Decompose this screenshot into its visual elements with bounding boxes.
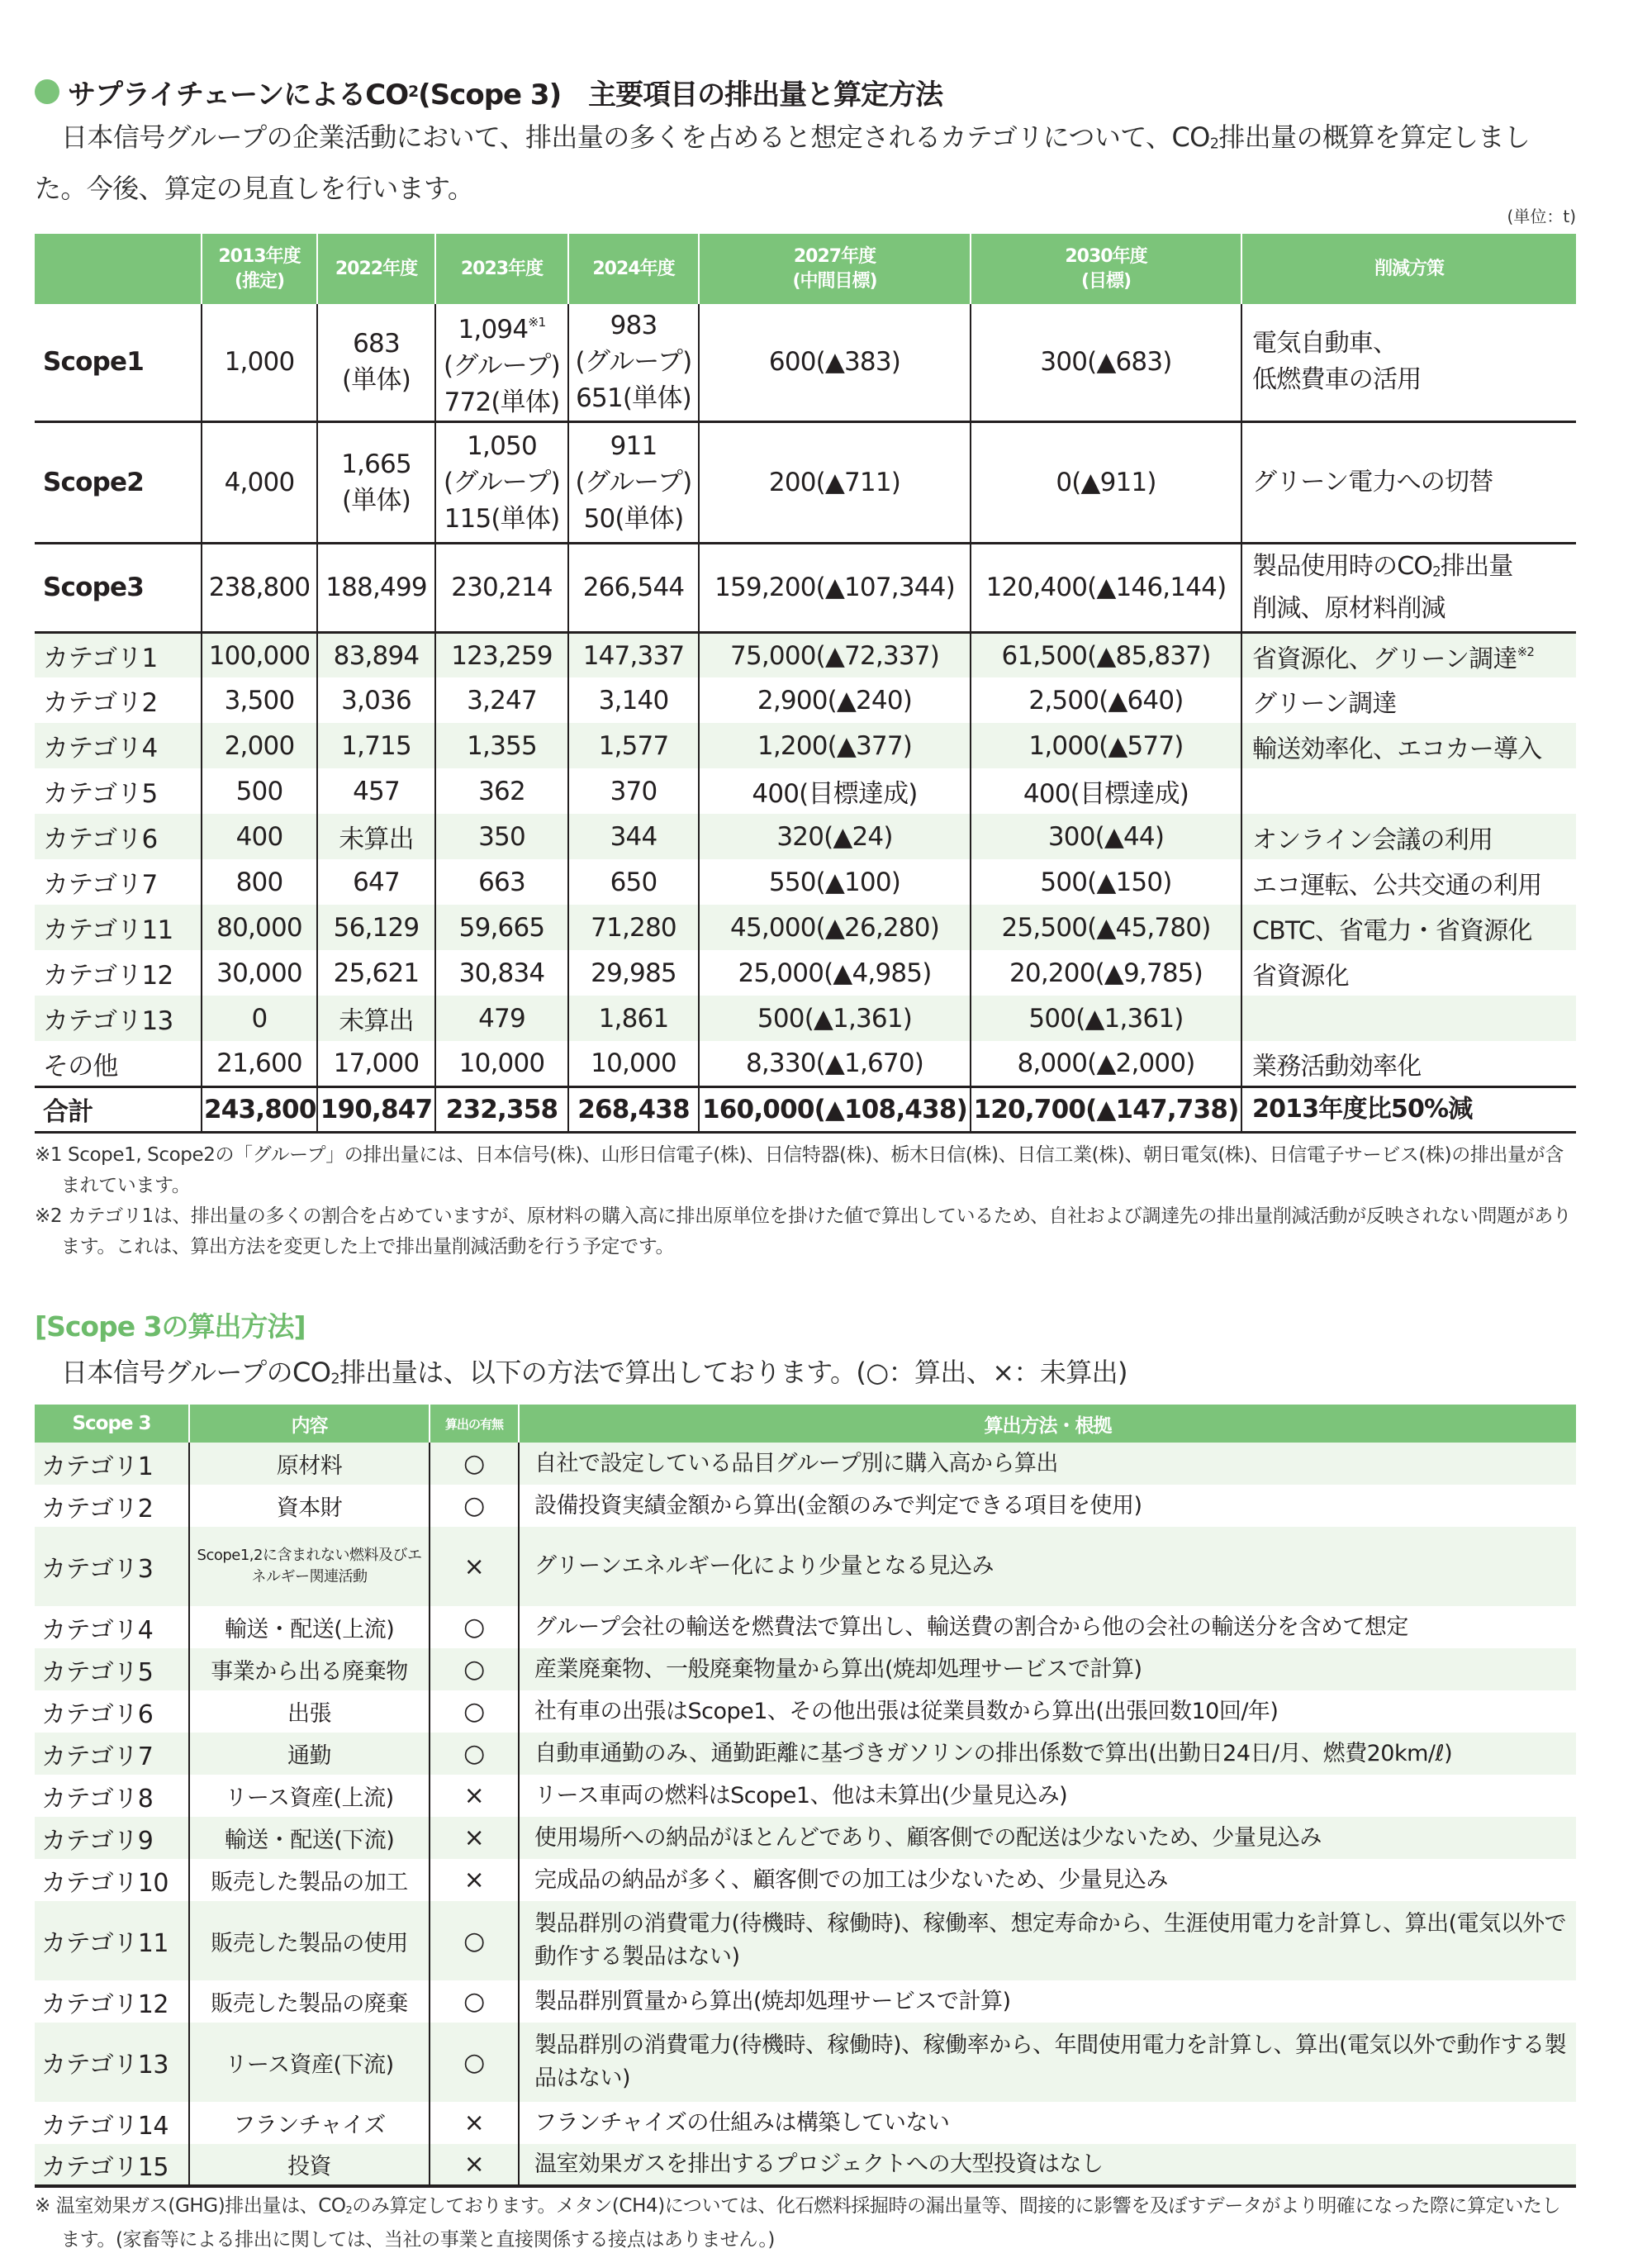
row-label: カテゴリ5 bbox=[43, 779, 158, 810]
cell-2013: 21,600 bbox=[202, 1041, 317, 1086]
method-row bbox=[35, 1817, 1576, 1859]
method-intro bbox=[35, 1352, 1127, 1390]
method-row bbox=[35, 1775, 1576, 1817]
plan-line: 削減、原材料削減 bbox=[1252, 593, 1446, 623]
note-subscript: 2 bbox=[345, 2203, 353, 2216]
row-label: Scope2 bbox=[35, 421, 202, 543]
content-cell: リース資産(下流) bbox=[189, 2023, 430, 2102]
mark-cell: ○ bbox=[430, 1980, 519, 2023]
cell-2022: 未算出 bbox=[317, 814, 435, 859]
content-cell: 輸送・配送(下流) bbox=[189, 1817, 430, 1859]
category-cell: カテゴリ8 bbox=[41, 1784, 154, 1814]
cell-2024 bbox=[568, 421, 699, 543]
method-row bbox=[35, 1733, 1576, 1775]
cell-2023: 230,214 bbox=[435, 543, 568, 632]
single-value: 115(単体) bbox=[444, 503, 560, 534]
method-row bbox=[35, 1901, 1576, 1980]
header-plan bbox=[1241, 234, 1576, 304]
method-row bbox=[35, 2023, 1576, 2102]
cell-2024: 650 bbox=[568, 859, 699, 905]
group-label: (グループ) bbox=[444, 467, 560, 497]
mark-cell: ○ bbox=[430, 2023, 519, 2102]
cell-plan bbox=[1241, 814, 1576, 859]
cell-2030: 300(▲683) bbox=[971, 304, 1241, 421]
method-cell: リース車両の燃料はScope1、他は未算出(少量見込み) bbox=[519, 1775, 1576, 1817]
header-2022 bbox=[317, 234, 435, 304]
cell-2023: 232,358 bbox=[435, 1086, 568, 1132]
method-row bbox=[35, 1443, 1576, 1485]
cell-2023: 350 bbox=[435, 814, 568, 859]
cell-2022: 56,129 bbox=[317, 905, 435, 950]
cell-2022: 17,000 bbox=[317, 1041, 435, 1086]
note: (単体) bbox=[342, 485, 411, 516]
cell-2027: 75,000(▲72,337) bbox=[699, 632, 971, 677]
method-cell: 温室効果ガスを排出するプロジェクトへの大型投資はなし bbox=[519, 2144, 1576, 2186]
table-header-row bbox=[35, 234, 1576, 304]
cell-2027: 159,200(▲107,344) bbox=[699, 543, 971, 632]
bottom-note bbox=[35, 2191, 1576, 2256]
method-cell: 産業廃棄物、一般廃棄物量から算出(焼却処理サービスで計算) bbox=[519, 1648, 1576, 1690]
mark-cell: × bbox=[430, 1859, 519, 1901]
cell-2013: 0 bbox=[202, 996, 317, 1041]
method-header-row bbox=[35, 1405, 1576, 1443]
mark-cell: ○ bbox=[430, 1901, 519, 1980]
mark-cell: × bbox=[430, 2144, 519, 2186]
mark-cell: ○ bbox=[430, 1443, 519, 1485]
cell-2027: 200(▲711) bbox=[699, 421, 971, 543]
method-section-title: [Scope 3の算出方法] bbox=[35, 1310, 306, 1343]
content-cell: 事業から出る廃棄物 bbox=[189, 1648, 430, 1690]
row-label: カテゴリ11 bbox=[35, 905, 202, 950]
intro-subscript: 2 bbox=[330, 1371, 339, 1388]
plan-text: オンライン会議の利用 bbox=[1252, 825, 1493, 855]
header-calculated: 算出の有無 bbox=[430, 1405, 519, 1443]
category-cell: カテゴリ13 bbox=[35, 2023, 189, 2102]
cell-2027: 400(目標達成) bbox=[699, 768, 971, 814]
cell-2027: 2,900(▲240) bbox=[699, 677, 971, 723]
intro-text-2: 排出量は、以下の方法で算出しております。(○：算出、×：未算出) bbox=[339, 1357, 1127, 1388]
category-rows bbox=[35, 632, 1576, 1086]
cell-2022: 190,847 bbox=[317, 1086, 435, 1132]
content-cell: フランチャイズ bbox=[189, 2102, 430, 2144]
cell-2022: 83,894 bbox=[317, 632, 435, 677]
group-value bbox=[438, 304, 566, 348]
cell-2013: 500 bbox=[202, 768, 317, 814]
method-cell: 自動車通勤のみ、通勤距離に基づきガソリンの排出係数で算出(出勤日24日/月、燃費20km/ℓ) bbox=[519, 1733, 1576, 1775]
content-cell: 輸送・配送(上流) bbox=[189, 1606, 430, 1648]
table-row-category bbox=[35, 723, 1576, 768]
header-content: 内容 bbox=[189, 1405, 430, 1443]
cell-plan bbox=[1241, 723, 1576, 768]
cell-2030: 120,400(▲146,144) bbox=[971, 543, 1241, 632]
header-label: 削減方策 bbox=[1374, 258, 1444, 279]
cell-2013: 2,000 bbox=[202, 723, 317, 768]
cell-2023: 362 bbox=[435, 768, 568, 814]
plan-subscript: 2 bbox=[1432, 563, 1441, 580]
cell-2022 bbox=[317, 421, 435, 543]
cell-2023: 479 bbox=[435, 996, 568, 1041]
method-row bbox=[35, 1980, 1576, 2023]
table-row-category bbox=[35, 905, 1576, 950]
content-cell: 投資 bbox=[189, 2144, 430, 2186]
category-cell: カテゴリ10 bbox=[41, 1868, 169, 1898]
method-cell: 社有車の出張はScope1、その他出張は従業員数から算出(出張回数10回/年) bbox=[519, 1690, 1576, 1733]
cell-plan bbox=[1241, 1041, 1576, 1086]
cell-plan bbox=[1241, 859, 1576, 905]
plan-line bbox=[1252, 549, 1574, 590]
method-cell: グループ会社の輸送を燃費法で算出し、輸送費の割合から他の会社の輸送分を含めて想定 bbox=[519, 1606, 1576, 1648]
header-2030 bbox=[971, 234, 1241, 304]
cell-2030: 400(目標達成) bbox=[971, 768, 1241, 814]
header-label: 2024年度 bbox=[592, 258, 675, 279]
intro-paragraph bbox=[35, 116, 1576, 211]
plan-line: 電気自動車、 bbox=[1252, 329, 1398, 359]
mark-cell: × bbox=[430, 2102, 519, 2144]
mark-cell: ○ bbox=[430, 1485, 519, 1527]
cell-2024: 370 bbox=[568, 768, 699, 814]
method-cell: 製品群別の消費電力(待機時、稼働時)、稼働率から、年間使用電力を計算し、算出(電気以外で動作する製品はない) bbox=[519, 2023, 1576, 2102]
row-label: カテゴリ1 bbox=[35, 632, 202, 677]
cell-2027: 25,000(▲4,985) bbox=[699, 950, 971, 996]
category-cell: カテゴリ4 bbox=[41, 1615, 154, 1645]
cell-plan: グリーン電力への切替 bbox=[1241, 421, 1576, 543]
table-row-category bbox=[35, 950, 1576, 996]
footnote-1: ※1 Scope1, Scope2の「グループ」の排出量には、日本信号(株)、山形日信電子(株)、日信特器(株)、栃木日信(株)、日信工業(株)、朝日電気(株)、日信電子サービス(株)の排出量が含まれています。 bbox=[35, 1144, 1564, 1196]
method-row bbox=[35, 2144, 1576, 2186]
intro-text: 日本信号グループの企業活動において、排出量の多くを占めると想定されるカテゴリについて、CO bbox=[61, 121, 1210, 153]
cell-plan bbox=[1241, 304, 1576, 421]
content-cell: 出張 bbox=[189, 1690, 430, 1733]
cell-2013: 800 bbox=[202, 859, 317, 905]
category-cell: カテゴリ15 bbox=[35, 2144, 189, 2186]
cell-2023: 59,665 bbox=[435, 905, 568, 950]
cell-2013: 4,000 bbox=[202, 421, 317, 543]
cell-2024: 71,280 bbox=[568, 905, 699, 950]
mark-cell: × bbox=[430, 1527, 519, 1606]
cell-plan: 2013年度比50%減 bbox=[1241, 1086, 1576, 1132]
content-cell: 通勤 bbox=[189, 1733, 430, 1775]
method-cell: 製品群別質量から算出(焼却処理サービスで計算) bbox=[519, 1980, 1576, 2023]
plan-text: 省資源化、グリーン調達 bbox=[1252, 644, 1517, 674]
cell-2027: 8,330(▲1,670) bbox=[699, 1041, 971, 1086]
cell-plan bbox=[1241, 905, 1576, 950]
table-row-category bbox=[35, 677, 1576, 723]
row-label: その他 bbox=[43, 1051, 118, 1081]
method-cell: 製品群別の消費電力(待機時、稼働時)、稼働率、想定寿命から、生涯使用電力を計算し、算出(電気以外で動作する製品はない) bbox=[519, 1901, 1576, 1980]
footnotes bbox=[35, 1140, 1576, 1262]
category-cell: カテゴリ3 bbox=[35, 1527, 189, 1606]
method-cell: 完成品の納品が多く、顧客側での加工は少ないため、少量見込み bbox=[519, 1859, 1576, 1901]
cell-2027: 320(▲24) bbox=[699, 814, 971, 859]
plan-line: 低燃費車の活用 bbox=[1252, 365, 1422, 395]
group-value: 983 bbox=[610, 311, 657, 341]
cell-2024: 266,544 bbox=[568, 543, 699, 632]
group-label: (グループ) bbox=[444, 350, 560, 381]
cell-2027: 500(▲1,361) bbox=[699, 996, 971, 1041]
method-table bbox=[35, 1405, 1576, 2188]
header-blank bbox=[35, 234, 202, 304]
single-value: 772(単体) bbox=[444, 387, 560, 417]
header-sublabel: (中間目標) bbox=[792, 270, 877, 292]
cell-2023: 3,247 bbox=[435, 677, 568, 723]
method-row bbox=[35, 1648, 1576, 1690]
method-cell: 自社で設定している品目グループ別に購入高から算出 bbox=[519, 1443, 1576, 1485]
mark-cell: ○ bbox=[430, 1648, 519, 1690]
cell-2022: 457 bbox=[317, 768, 435, 814]
table-row-total bbox=[35, 1086, 1576, 1132]
cell-2023 bbox=[435, 304, 568, 421]
category-cell: カテゴリ12 bbox=[41, 1989, 169, 2019]
row-label: 合計 bbox=[35, 1086, 202, 1132]
plan-text: CBTC、省電力・省資源化 bbox=[1252, 916, 1532, 946]
note-text-2: のみ算定しております。メタン(CH4)については、化石燃料採掘時の漏出量等、間接的に影響を及ぼすデータがより明確になった際に算定いたします。(家畜等による排出に関しては、当社の事業と直接関係する接点はありません。) bbox=[61, 2195, 1561, 2251]
cell-2023: 123,259 bbox=[435, 632, 568, 677]
cell-2024 bbox=[568, 304, 699, 421]
cell-plan bbox=[1241, 632, 1576, 677]
method-cell: フランチャイズの仕組みは構築していない bbox=[519, 2102, 1576, 2144]
cell-2027: 160,000(▲108,438) bbox=[699, 1086, 971, 1132]
row-label: カテゴリ7 bbox=[43, 870, 158, 901]
cell-2022 bbox=[317, 304, 435, 421]
table-row-category bbox=[35, 859, 1576, 905]
plan-text: エコ運転、公共交通の利用 bbox=[1252, 871, 1542, 901]
cell-2027: 600(▲383) bbox=[699, 304, 971, 421]
value: 1,094 bbox=[458, 314, 529, 345]
row-label: カテゴリ4 bbox=[35, 723, 202, 768]
value: 683 bbox=[353, 329, 400, 359]
cell-2022: 3,036 bbox=[317, 677, 435, 723]
row-label: カテゴリ13 bbox=[35, 996, 202, 1041]
cell-2013: 1,000 bbox=[202, 304, 317, 421]
cell-2030: 0(▲911) bbox=[971, 421, 1241, 543]
content-cell: リース資産(上流) bbox=[189, 1775, 430, 1817]
cell-2030: 500(▲1,361) bbox=[971, 996, 1241, 1041]
method-cell: 設備投資実績金額から算出(金額のみで判定できる項目を使用) bbox=[519, 1485, 1576, 1527]
header-label: 2027年度 bbox=[793, 245, 876, 267]
header-label: 2023年度 bbox=[460, 258, 544, 279]
intro-text-2: 排出量の概算を算定しました。今後、算定の見直しを行います。 bbox=[35, 121, 1531, 204]
cell-2030: 25,500(▲45,780) bbox=[971, 905, 1241, 950]
method-cell: グリーンエネルギー化により少量となる見込み bbox=[519, 1527, 1576, 1606]
cell-2030: 500(▲150) bbox=[971, 859, 1241, 905]
method-rows bbox=[35, 1443, 1576, 2186]
cell-2024: 10,000 bbox=[568, 1041, 699, 1086]
cell-2030: 1,000(▲577) bbox=[971, 723, 1241, 768]
cell-2027: 45,000(▲26,280) bbox=[699, 905, 971, 950]
method-row bbox=[35, 1606, 1576, 1648]
cell-2030: 8,000(▲2,000) bbox=[971, 1041, 1241, 1086]
content-cell: 販売した製品の加工 bbox=[189, 1859, 430, 1901]
cell-2022: 未算出 bbox=[317, 996, 435, 1041]
cell-plan bbox=[1241, 543, 1576, 632]
cell-2030: 2,500(▲640) bbox=[971, 677, 1241, 723]
cell-2023: 663 bbox=[435, 859, 568, 905]
mark-cell: ○ bbox=[430, 1733, 519, 1775]
cell-2013: 3,500 bbox=[202, 677, 317, 723]
intro-subscript: 2 bbox=[1209, 135, 1219, 153]
row-label: Scope1 bbox=[35, 304, 202, 421]
cell-2030: 20,200(▲9,785) bbox=[971, 950, 1241, 996]
content-cell: 資本財 bbox=[189, 1485, 430, 1527]
note: (単体) bbox=[342, 365, 411, 396]
method-row bbox=[35, 1485, 1576, 1527]
title-subscript: 2 bbox=[408, 83, 419, 101]
header-2024 bbox=[568, 234, 699, 304]
group-value: 1,050 bbox=[467, 430, 537, 461]
category-cell: カテゴリ6 bbox=[41, 1699, 154, 1729]
category-cell: カテゴリ11 bbox=[35, 1901, 189, 1980]
section-title bbox=[35, 73, 942, 111]
method-cell: 使用場所への納品がほとんどであり、顧客側での配送は少ないため、少量見込み bbox=[519, 1817, 1576, 1859]
cell-plan bbox=[1241, 950, 1576, 996]
category-cell: カテゴリ9 bbox=[35, 1817, 189, 1859]
single-value: 50(単体) bbox=[583, 503, 684, 534]
table-row-category bbox=[35, 632, 1576, 677]
table-row-category bbox=[35, 814, 1576, 859]
method-row bbox=[35, 1527, 1576, 1606]
header-sublabel: (目標) bbox=[1080, 270, 1132, 292]
row-label: カテゴリ12 bbox=[43, 961, 173, 991]
cell-2030: 61,500(▲85,837) bbox=[971, 632, 1241, 677]
green-bullet-icon bbox=[35, 79, 59, 104]
mark-cell: × bbox=[430, 1775, 519, 1817]
mark-cell: × bbox=[430, 1817, 519, 1859]
cell-2024: 147,337 bbox=[568, 632, 699, 677]
cell-2024: 29,985 bbox=[568, 950, 699, 996]
category-cell: カテゴリ5 bbox=[35, 1648, 189, 1690]
group-label: (グループ) bbox=[575, 467, 692, 497]
cell-2024: 1,861 bbox=[568, 996, 699, 1041]
cell-plan bbox=[1241, 996, 1576, 1041]
category-cell: カテゴリ2 bbox=[41, 1494, 154, 1524]
category-cell: カテゴリ14 bbox=[41, 2111, 169, 2141]
footnote-mark: ※1 bbox=[528, 315, 546, 330]
cell-2024: 344 bbox=[568, 814, 699, 859]
cell-2013: 80,000 bbox=[202, 905, 317, 950]
method-row bbox=[35, 1690, 1576, 1733]
method-row bbox=[35, 1859, 1576, 1901]
group-value: 911 bbox=[610, 430, 657, 461]
cell-2027: 550(▲100) bbox=[699, 859, 971, 905]
content-cell: Scope1,2に含まれない燃料及びエネルギー関連活動 bbox=[189, 1527, 430, 1606]
footnote-2: ※2 カテゴリ1は、排出量の多くの割合を占めていますが、原材料の購入高に排出原単位を掛けた値で算出しているため、自社および調達先の排出量削減活動が反映されない問題があります。これは、算出方法を変更した上で排出量削減活動を行う予定です。 bbox=[35, 1205, 1572, 1257]
cell-2013: 238,800 bbox=[202, 543, 317, 632]
header-method: 算出方法・根拠 bbox=[519, 1405, 1576, 1443]
bottom-note-text bbox=[35, 2191, 1576, 2256]
row-label: Scope3 bbox=[35, 543, 202, 632]
plan-text: 業務活動効率化 bbox=[1252, 1052, 1422, 1081]
cell-2024: 268,438 bbox=[568, 1086, 699, 1132]
cell-2013: 30,000 bbox=[202, 950, 317, 996]
cell-2023: 10,000 bbox=[435, 1041, 568, 1086]
cell-plan bbox=[1241, 768, 1576, 814]
single-value: 651(単体) bbox=[576, 383, 691, 414]
table-row-scope1 bbox=[35, 304, 1576, 421]
content-cell: 販売した製品の廃棄 bbox=[189, 1980, 430, 2023]
cell-2024: 3,140 bbox=[568, 677, 699, 723]
content-cell: 販売した製品の使用 bbox=[189, 1901, 430, 1980]
plan-text: 製品使用時のCO bbox=[1252, 552, 1433, 582]
footnote-mark: ※2 bbox=[1517, 644, 1535, 659]
title-suffix: (Scope 3) 主要項目の排出量と算定方法 bbox=[418, 78, 943, 112]
cell-2023: 1,355 bbox=[435, 723, 568, 768]
table-row-category bbox=[35, 1041, 1576, 1086]
cell-2013: 100,000 bbox=[202, 632, 317, 677]
cell-2022: 647 bbox=[317, 859, 435, 905]
cell-2022: 25,621 bbox=[317, 950, 435, 996]
cell-plan bbox=[1241, 677, 1576, 723]
table-row-category bbox=[35, 996, 1576, 1041]
cell-2030: 120,700(▲147,738) bbox=[971, 1086, 1241, 1132]
plan-text: 省資源化 bbox=[1252, 962, 1349, 991]
cell-2022: 1,715 bbox=[317, 723, 435, 768]
table-row-scope2 bbox=[35, 421, 1576, 543]
table-row-category bbox=[35, 768, 1576, 814]
cell-2027: 1,200(▲377) bbox=[699, 723, 971, 768]
intro-text: 日本信号グループのCO bbox=[61, 1357, 331, 1388]
method-row bbox=[35, 2102, 1576, 2144]
header-2027 bbox=[699, 234, 971, 304]
title-prefix: サプライチェーンによるCO bbox=[68, 78, 409, 112]
row-label: カテゴリ6 bbox=[35, 814, 202, 859]
table-row-scope3 bbox=[35, 543, 1576, 632]
cell-2013: 400 bbox=[202, 814, 317, 859]
group-label: (グループ) bbox=[575, 347, 692, 378]
content-cell: 原材料 bbox=[189, 1443, 430, 1485]
header-label: 2030年度 bbox=[1065, 245, 1147, 267]
header-sublabel: (推定) bbox=[234, 270, 285, 292]
header-2013 bbox=[202, 234, 317, 304]
category-cell: カテゴリ7 bbox=[35, 1733, 189, 1775]
row-label: カテゴリ2 bbox=[43, 688, 158, 719]
plan-text: 輸送効率化、エコカー導入 bbox=[1252, 734, 1542, 764]
value: 1,665 bbox=[341, 449, 411, 479]
plan-text: 排出量 bbox=[1440, 552, 1513, 582]
cell-2024: 1,577 bbox=[568, 723, 699, 768]
header-scope3: Scope 3 bbox=[35, 1405, 189, 1443]
note-text: ※ 温室効果ガス(GHG)排出量は、CO bbox=[35, 2195, 346, 2217]
unit-label: (単位：t) bbox=[1507, 207, 1576, 226]
category-cell: カテゴリ1 bbox=[35, 1443, 189, 1485]
plan-text: グリーン調達 bbox=[1252, 689, 1397, 719]
mark-cell: ○ bbox=[430, 1690, 519, 1733]
cell-2023 bbox=[435, 421, 568, 543]
mark-cell: ○ bbox=[430, 1606, 519, 1648]
emissions-table bbox=[35, 234, 1576, 1134]
cell-2030: 300(▲44) bbox=[971, 814, 1241, 859]
header-2023 bbox=[435, 234, 568, 304]
header-label: 2022年度 bbox=[335, 258, 418, 279]
header-label: 2013年度 bbox=[218, 245, 301, 267]
cell-2022: 188,499 bbox=[317, 543, 435, 632]
cell-2013: 243,800 bbox=[202, 1086, 317, 1132]
cell-2023: 30,834 bbox=[435, 950, 568, 996]
